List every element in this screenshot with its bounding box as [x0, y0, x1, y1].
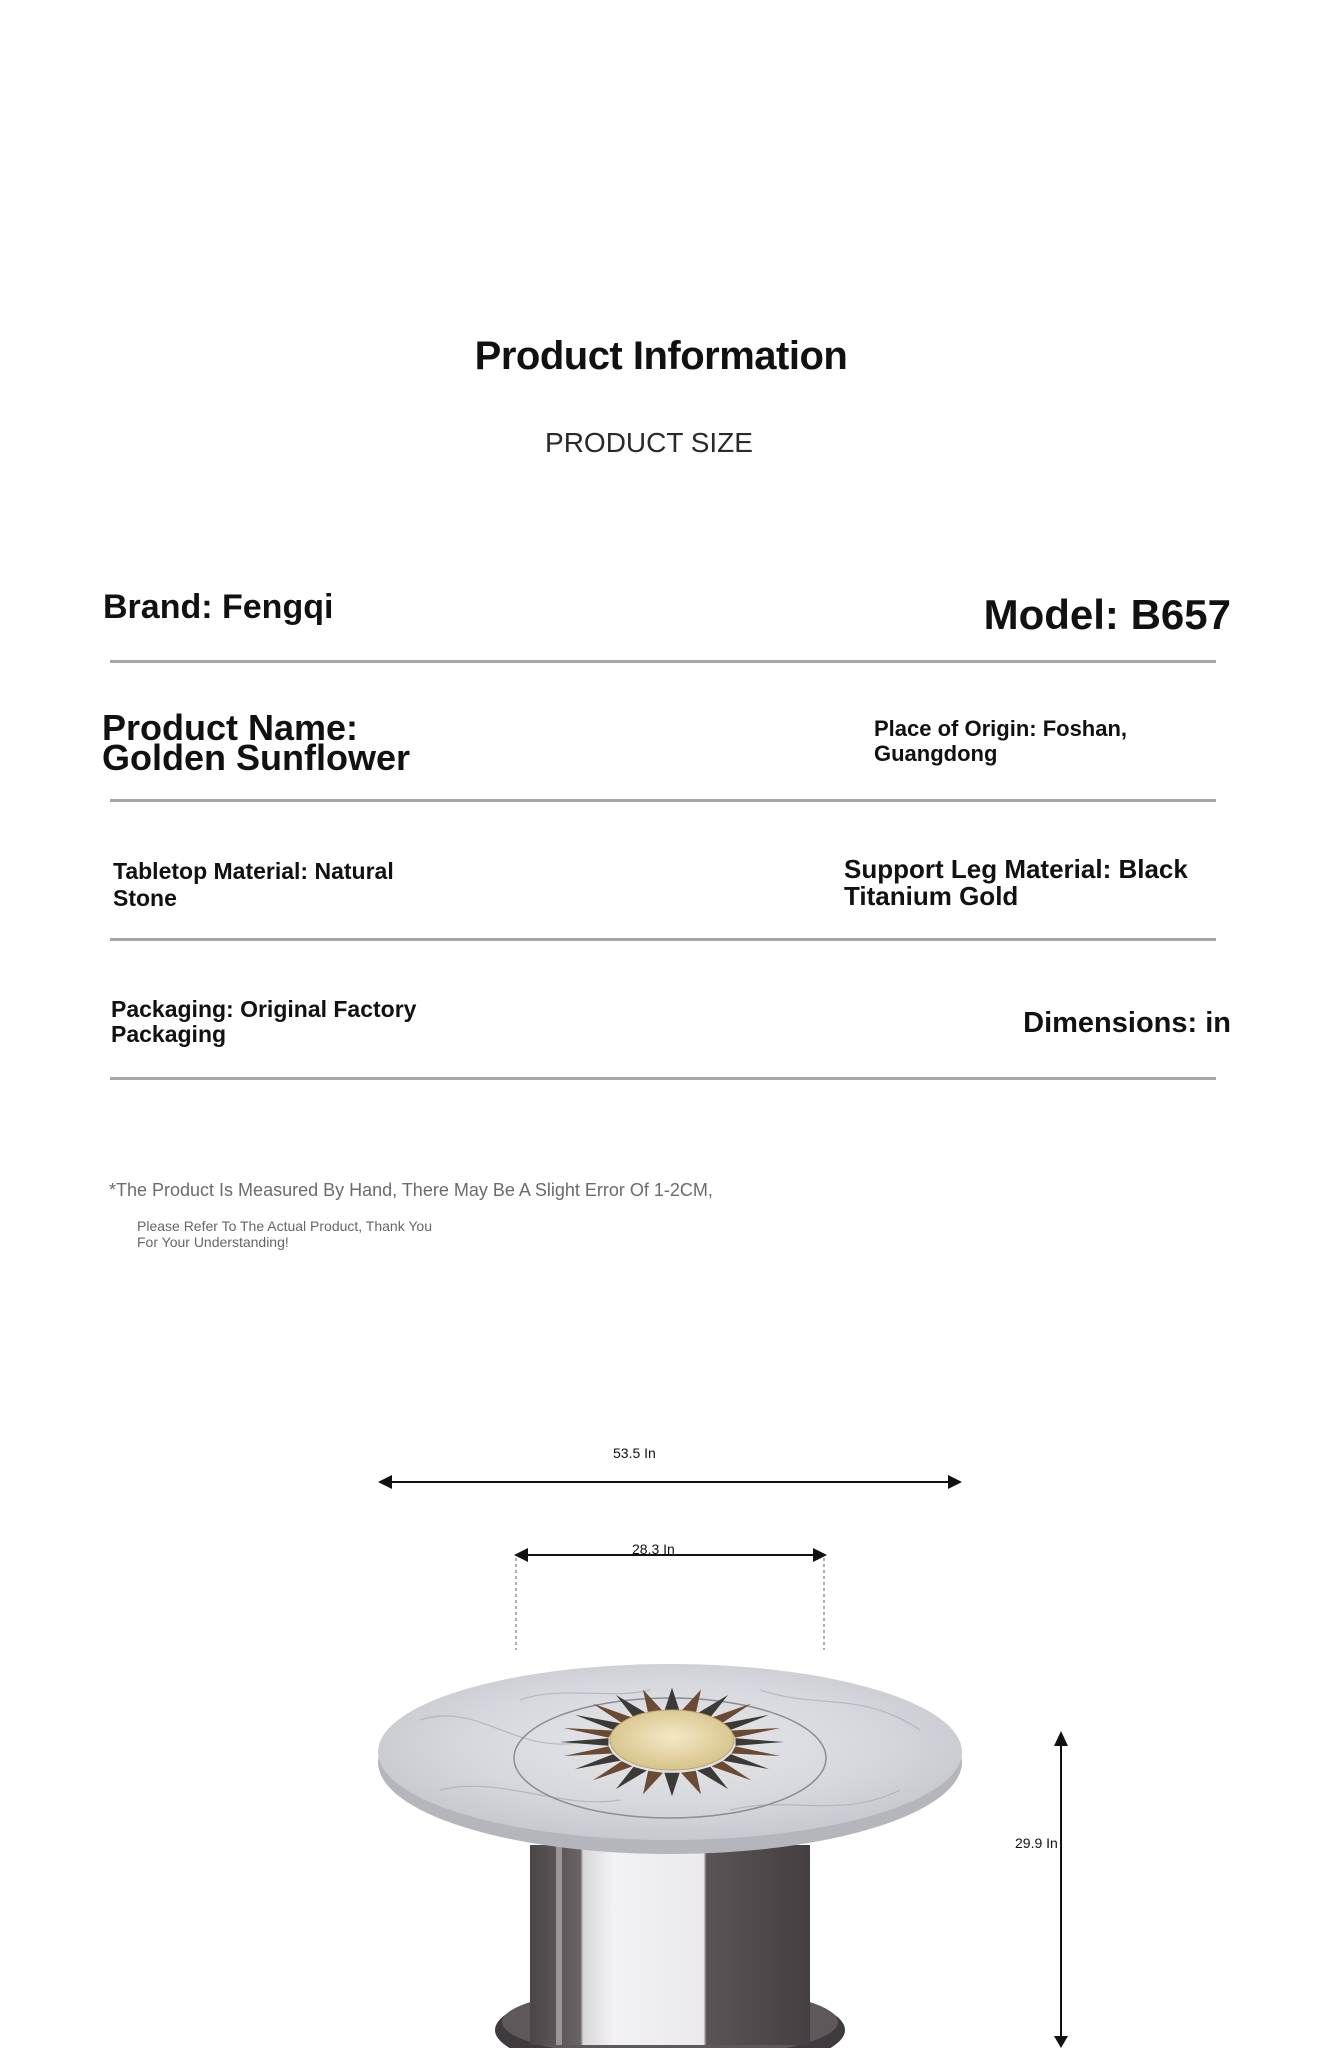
leg-material-line: Support Leg Material: Black — [844, 854, 1188, 884]
dimensions-label: Dimensions: in — [1023, 1007, 1231, 1039]
product-name-line: Product Name: — [102, 707, 359, 748]
table-pedestal — [530, 1845, 810, 2045]
page-title: Product Information — [474, 334, 848, 378]
origin-line: Guangdong — [874, 741, 998, 766]
measurement-note: *The Product Is Measured By Hand, There May Be A Slight Error Of 1-2CM, — [109, 1180, 713, 1200]
note-line: For Your Understanding! — [137, 1234, 289, 1250]
origin-line: Place of Origin: Foshan, — [874, 716, 1128, 741]
packaging-line: Packaging — [111, 1021, 227, 1047]
note-line: Please Refer To The Actual Product, Thank You — [137, 1218, 432, 1234]
tabletop-material-line: Tabletop Material: Natural — [113, 858, 394, 884]
product-name-line: Golden Sunflower — [102, 737, 411, 778]
inner-width-label: 28.3 In — [632, 1541, 675, 1557]
tabletop-material-line: Stone — [113, 885, 177, 911]
sunflower-center — [610, 1710, 734, 1770]
height-label: 29.9 In — [1015, 1835, 1058, 1851]
height-arrow — [1054, 1731, 1068, 2048]
model-label: Model: B657 — [983, 591, 1231, 638]
page-subtitle: PRODUCT SIZE — [545, 427, 753, 458]
overall-width-arrow — [378, 1475, 962, 1489]
brand-label: Brand: Fengqi — [103, 588, 334, 626]
packaging-line: Packaging: Original Factory — [111, 996, 417, 1022]
inner-width-arrow — [514, 1548, 827, 1650]
overall-width-label: 53.5 In — [613, 1445, 656, 1461]
leg-material-line: Titanium Gold — [844, 881, 1019, 911]
